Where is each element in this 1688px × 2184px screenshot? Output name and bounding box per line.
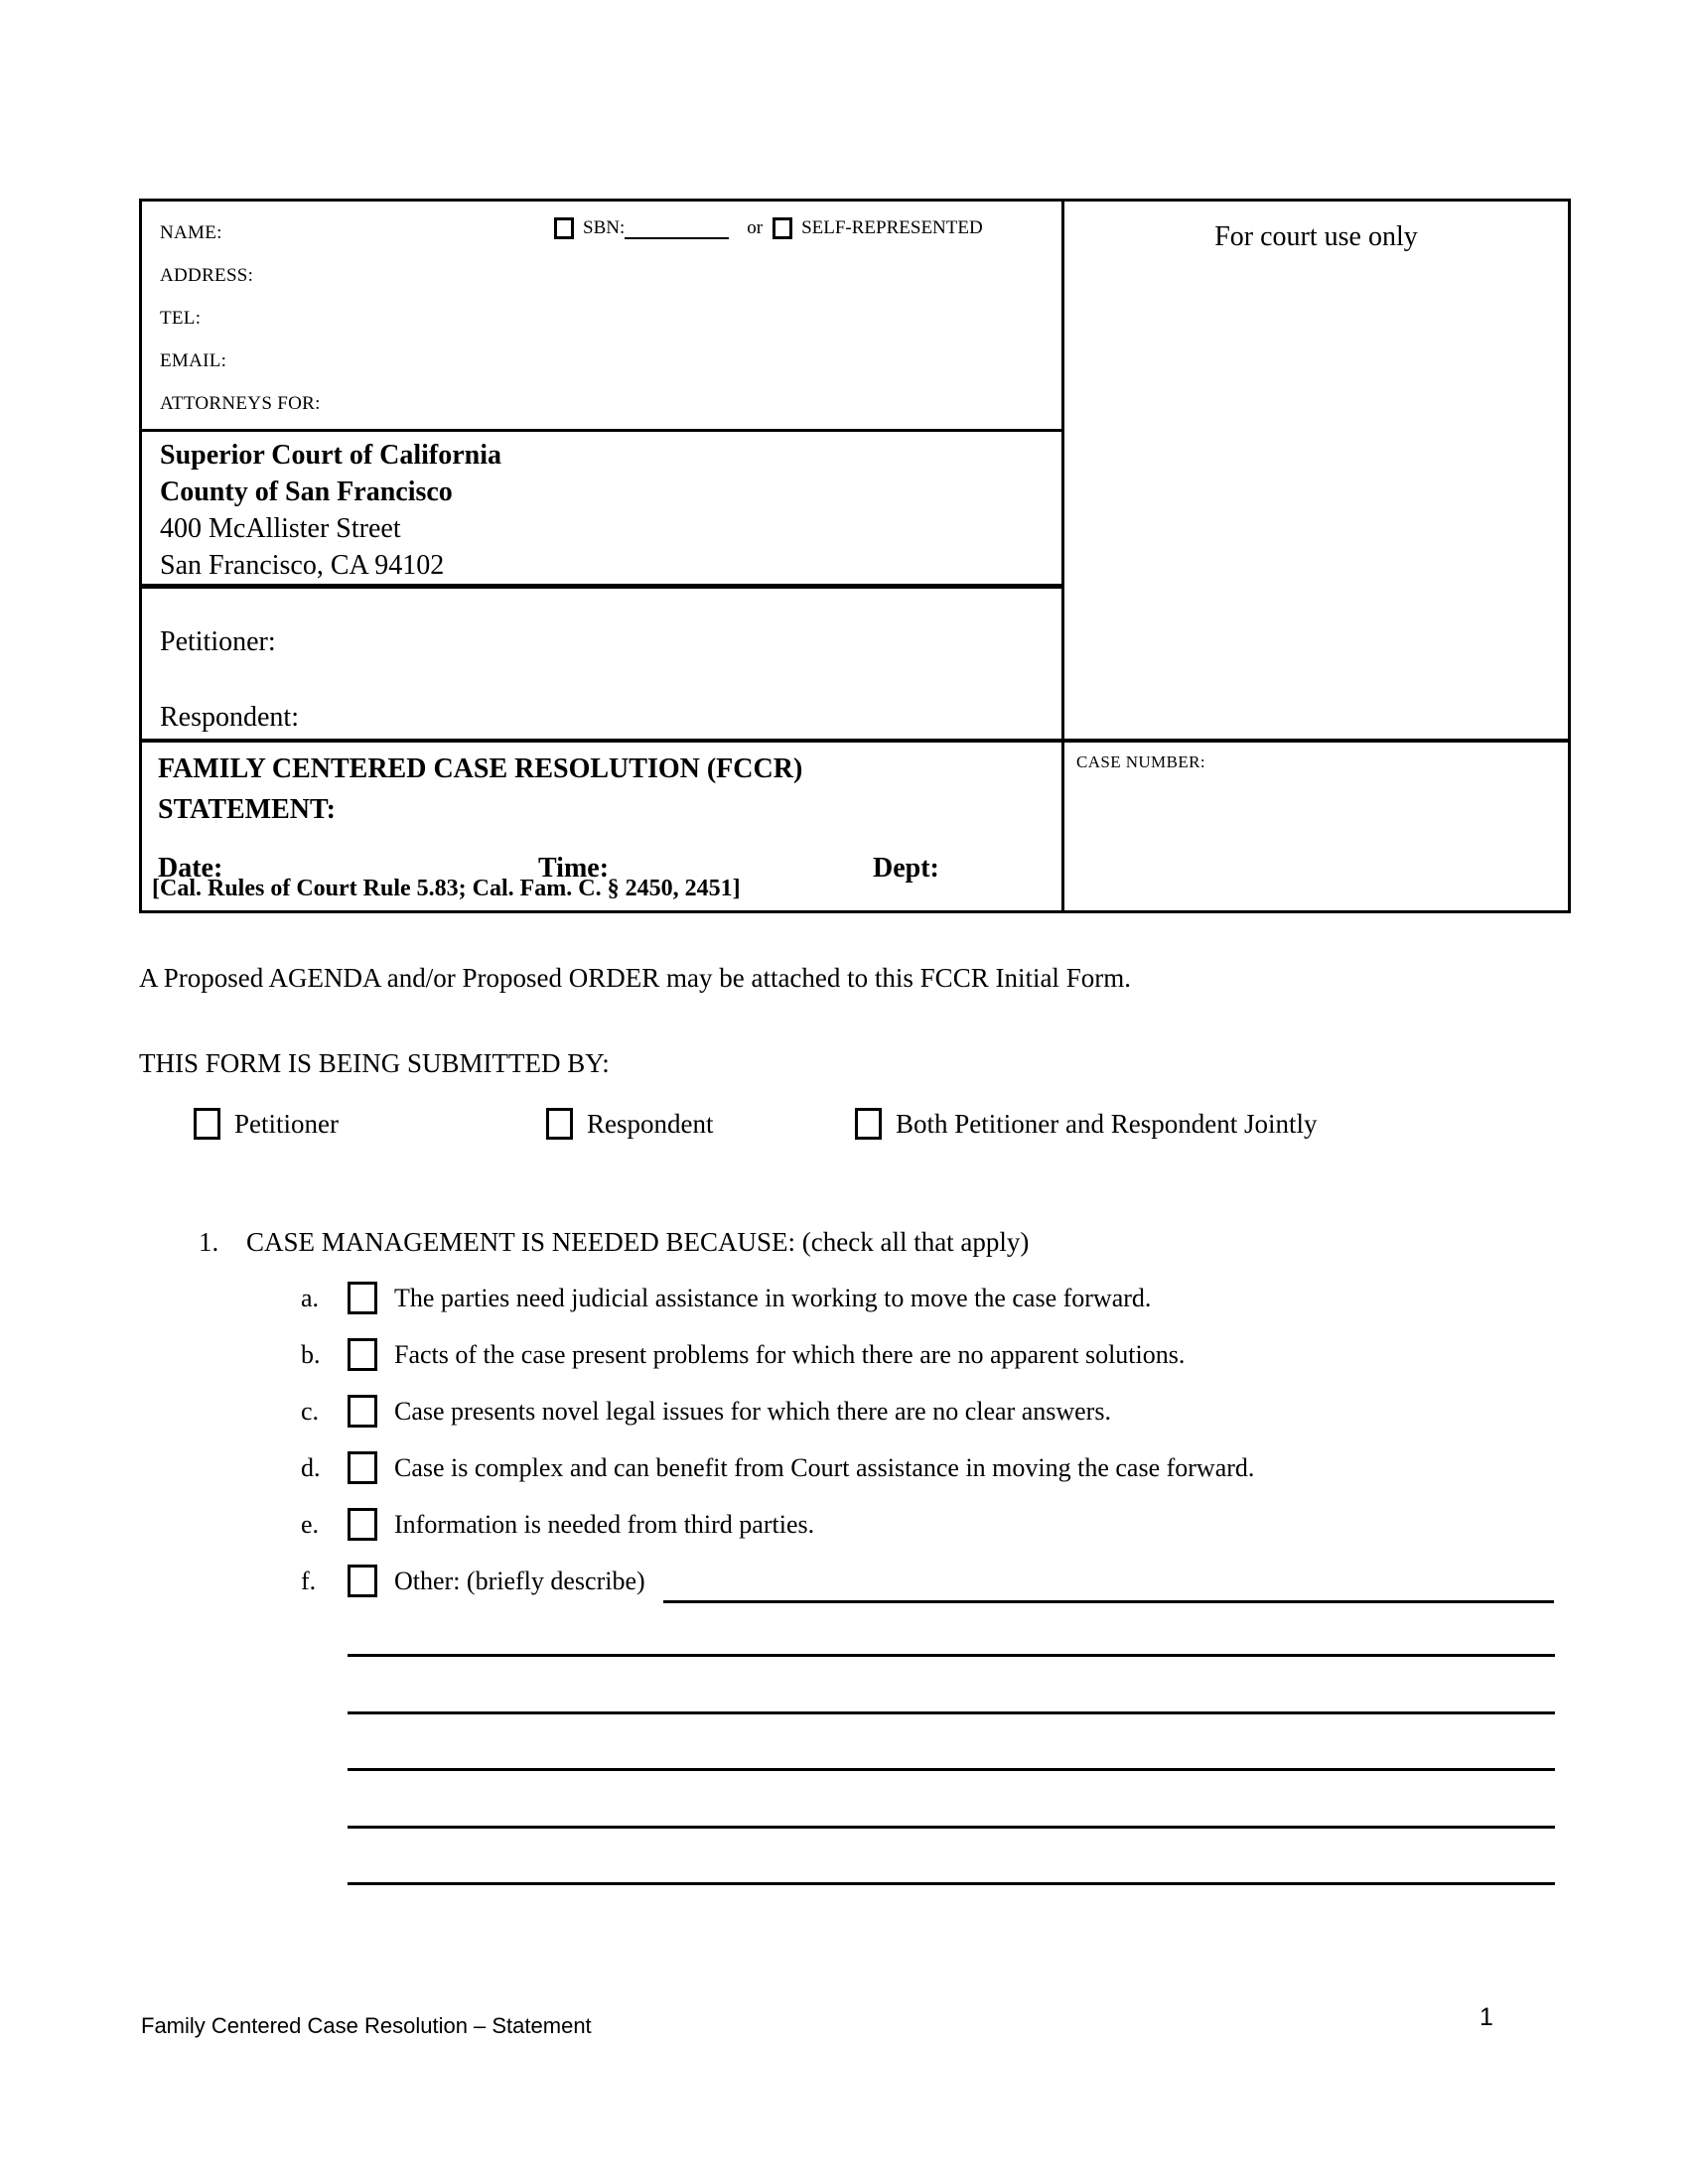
respondent-field[interactable] xyxy=(160,702,1061,734)
sbn-selfrep-row xyxy=(554,217,983,239)
self-represented-label: SELF-REPRESENTED xyxy=(801,217,983,238)
court-street: 400 McAllister Street xyxy=(160,513,401,544)
parties-cell xyxy=(142,589,1064,743)
item-row-d xyxy=(301,1439,1554,1496)
or-label: or xyxy=(747,217,764,238)
petitioner-label: Petitioner: xyxy=(160,626,276,657)
write-line[interactable] xyxy=(348,1768,1555,1771)
item-row-f xyxy=(301,1553,1554,1609)
email-label: EMAIL: xyxy=(160,349,227,371)
footer-form-title: Family Centered Case Resolution – Statement xyxy=(141,2013,592,2038)
sbn-checkbox[interactable] xyxy=(554,217,574,239)
rule-citation: [Cal. Rules of Court Rule 5.83; Cal. Fam. C. § 2450, 2451] xyxy=(152,876,741,901)
court-address-cell xyxy=(142,432,1064,589)
respondent-option-label: Respondent xyxy=(587,1108,714,1139)
form-title-line1: FAMILY CENTERED CASE RESOLUTION (FCCR) xyxy=(158,753,803,784)
section1-items xyxy=(301,1270,1554,1609)
petitioner-checkbox[interactable] xyxy=(194,1108,220,1140)
email-field[interactable] xyxy=(160,340,1061,382)
item-c-letter: c. xyxy=(301,1396,320,1426)
submitted-by-option-respondent xyxy=(546,1104,714,1144)
form-caption-table xyxy=(139,199,1571,913)
petitioner-option-label: Petitioner xyxy=(234,1108,339,1139)
write-line[interactable] xyxy=(348,1882,1555,1885)
both-jointly-option-label: Both Petitioner and Respondent Jointly xyxy=(896,1108,1318,1139)
both-jointly-checkbox[interactable] xyxy=(855,1108,882,1140)
form-title-cell xyxy=(142,743,1064,910)
section1-number: 1. xyxy=(199,1227,219,1257)
respondent-checkbox[interactable] xyxy=(546,1108,573,1140)
submitted-by-option-petitioner xyxy=(194,1104,339,1144)
form-title-line2: STATEMENT: xyxy=(158,794,336,825)
court-city-state-zip: San Francisco, CA 94102 xyxy=(160,550,445,581)
submitted-by-heading: THIS FORM IS BEING SUBMITTED BY: xyxy=(139,1048,610,1078)
item-row-b xyxy=(301,1326,1554,1383)
court-use-only-label: For court use only xyxy=(1214,221,1418,252)
time-field[interactable]: Time: xyxy=(538,853,610,884)
item-f-checkbox[interactable] xyxy=(348,1565,377,1597)
case-number-cell[interactable] xyxy=(1064,743,1568,910)
item-a-letter: a. xyxy=(301,1283,320,1312)
court-name-line1: Superior Court of California xyxy=(160,440,502,471)
write-line[interactable] xyxy=(348,1654,1555,1657)
footer-page-number: 1 xyxy=(1479,2003,1493,2031)
write-line[interactable] xyxy=(348,1826,1555,1829)
item-e-letter: e. xyxy=(301,1509,320,1539)
other-describe-blank-line[interactable] xyxy=(663,1565,1554,1603)
address-label: ADDRESS: xyxy=(160,264,254,286)
item-c-text: Case presents novel legal issues for which there are no clear answers. xyxy=(394,1396,1111,1426)
sbn-label: SBN: xyxy=(583,217,626,238)
attorney-info-cell xyxy=(142,202,1064,432)
item-b-text: Facts of the case present problems for which there are no apparent solutions. xyxy=(394,1339,1186,1369)
dept-field[interactable]: Dept: xyxy=(873,853,939,884)
section1-heading-text: CASE MANAGEMENT IS NEEDED BECAUSE: (check all that apply) xyxy=(246,1227,1030,1257)
attorneys-for-label: ATTORNEYS FOR: xyxy=(160,392,321,414)
item-e-text: Information is needed from third parties. xyxy=(394,1509,815,1539)
item-b-letter: b. xyxy=(301,1339,321,1369)
court-name-line2: County of San Francisco xyxy=(160,477,453,507)
date-field[interactable]: Date: xyxy=(158,853,223,884)
item-a-checkbox[interactable] xyxy=(348,1282,377,1314)
submitted-by-option-both xyxy=(855,1104,1317,1144)
item-c-checkbox[interactable] xyxy=(348,1395,377,1428)
item-d-letter: d. xyxy=(301,1452,321,1482)
item-e-checkbox[interactable] xyxy=(348,1508,377,1541)
petitioner-field[interactable] xyxy=(160,626,1061,658)
item-d-text: Case is complex and can benefit from Court assistance in moving the case forward. xyxy=(394,1452,1255,1482)
respondent-label: Respondent: xyxy=(160,702,299,733)
tel-field[interactable] xyxy=(160,297,1061,340)
item-row-e xyxy=(301,1496,1554,1553)
name-label: NAME: xyxy=(160,221,222,243)
case-number-label: CASE NUMBER: xyxy=(1076,752,1205,771)
agenda-note: A Proposed AGENDA and/or Proposed ORDER may be attached to this FCCR Initial Form. xyxy=(139,963,1131,993)
sbn-blank-line[interactable] xyxy=(625,217,729,239)
self-represented-checkbox[interactable] xyxy=(773,217,792,239)
section1-heading xyxy=(199,1227,1029,1258)
item-row-a xyxy=(301,1270,1554,1326)
court-use-only-cell xyxy=(1064,202,1568,743)
tel-label: TEL: xyxy=(160,307,202,329)
item-a-text: The parties need judicial assistance in working to move the case forward. xyxy=(394,1283,1152,1312)
item-f-text: Other: (briefly describe) xyxy=(394,1566,645,1595)
attorneys-for-field[interactable] xyxy=(160,382,1061,425)
item-row-c xyxy=(301,1383,1554,1439)
item-d-checkbox[interactable] xyxy=(348,1451,377,1484)
item-b-checkbox[interactable] xyxy=(348,1338,377,1371)
write-line[interactable] xyxy=(348,1711,1555,1714)
item-f-letter: f. xyxy=(301,1566,317,1595)
address-field[interactable] xyxy=(160,254,1061,297)
